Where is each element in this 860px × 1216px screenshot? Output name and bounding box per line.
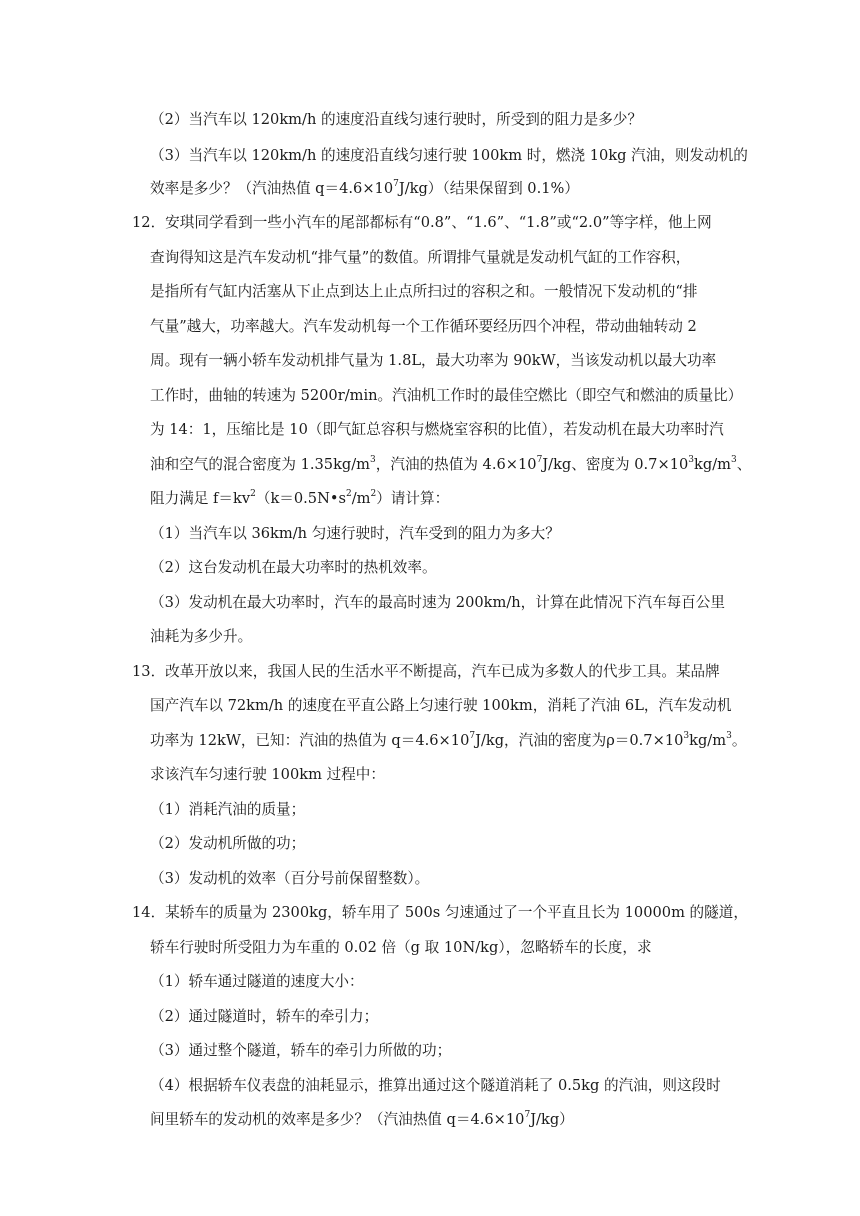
q12-subquestion-3: （3）发动机在最大功率时，汽车的最高时速为 200km/h，计算在此情况下汽车每百公里: [150, 594, 725, 611]
q14-line-1: 14．某轿车的质量为 2300kg，轿车用了 500s 匀速通过了一个平直且长为 10000m 的隧道，: [132, 904, 748, 921]
q13-line-2: 国产汽车以 72km/h 的速度在平直公路上匀速行驶 100km，消耗了汽油 6L，汽车发动机: [150, 697, 732, 714]
q12-line-5: 周。现有一辆小轿车发动机排气量为 1.8L，最大功率为 90kW，当该发动机以最大功率: [150, 352, 717, 369]
q12-line-3: 是指所有气缸内活塞从下止点到达上止点所扫过的容积之和。一般情况下发动机的“排: [150, 283, 698, 300]
q12-line-1: 12．安琪同学看到一些小汽车的尾部都标有“0.8”、“1.6”、“1.8”或“2.0”等字样，他上网: [132, 214, 712, 231]
q14-subquestion-3: （3）通过整个隧道，轿车的牵引力所做的功；: [150, 1042, 452, 1059]
q12-subquestion-2: （2）这台发动机在最大功率时的热机效率。: [150, 559, 437, 576]
q13-line-4: 求该汽车匀速行驶 100km 过程中：: [150, 766, 385, 783]
q12-subquestion-3-cont: 油耗为多少升。: [150, 628, 253, 645]
q11-subquestion-3: （3）当汽车以 120km/h 的速度沿直线匀速行驶 100km 时，燃浇 10kg 汽油，则发动机的: [150, 147, 748, 164]
q12-line-9: 阻力满足 $f=kv^2(k=0.5N•s^2/m^2)$请计算：: [150, 489, 450, 507]
q11-subquestion-2: （2）当汽车以 120km/h 的速度沿直线匀速行驶时，所受到的阻力是多少？: [150, 111, 643, 128]
q13-line-3: 功率为 12kW，已知：汽油的热值为 $q=4.6\times 10^7J/kg$，汽油的密度为$\rho=0.7\times 10^3kg/m^3$。: [150, 731, 747, 749]
question-number: 12．: [132, 214, 166, 231]
q12-line-8: 油和空气的混合密度为 $1.35kg/m^3$，汽油的热值为 $4.6\times 10^7J/kg$、密度为 $0.7\times 10^3kg/m^3$、: [150, 455, 752, 473]
q13-subquestion-1: （1）消耗汽油的质量；: [150, 801, 306, 818]
q14-subquestion-4: （4）根据轿车仪表盘的油耗显示，推算出通过这个隧道消耗了 0.5kg 的汽油，则这段时: [150, 1077, 721, 1094]
q12-line-7: 为 14：1，压缩比是 10（即气缸总容积与燃烧室容积的比值），若发动机在最大功率时汽: [150, 421, 724, 438]
q14-subquestion-1: （1）轿车通过隧道的速度大小：: [150, 973, 364, 990]
q11-subquestion-3-cont: 效率是多少？（汽油热值 $q=4.6\times 10^7J/kg$）（结果保留到 0.1%）: [150, 179, 579, 197]
q12-line-4: 气量”越大，功率越大。汽车发动机每一个工作循环要经历四个冲程，带动曲轴转动 2: [150, 318, 697, 335]
question-number: 13．: [132, 663, 166, 680]
q12-line-6: 工作时，曲轴的转速为 5200r/min。汽油机工作时的最佳空燃比（即空气和燃油的质量比）: [150, 387, 743, 404]
q14-subquestion-4-cont: 间里轿车的发动机的效率是多少？（汽油热值 $q=4.6\times 10^7J/kg$）: [150, 1110, 574, 1128]
q13-subquestion-2: （2）发动机所做的功；: [150, 835, 306, 852]
q14-subquestion-2: （2）通过隧道时，轿车的牵引力；: [150, 1008, 379, 1025]
q14-line-2: 轿车行驶时所受阻力为车重的 0.02 倍（g 取 10N/kg），忽略轿车的长度，求: [150, 939, 652, 956]
question-number: 14．: [132, 904, 166, 921]
q12-line-2: 查询得知这是汽车发动机“排气量”的数值。所谓排气量就是发动机气缸的工作容积，: [150, 249, 691, 266]
q13-subquestion-3: （3）发动机的效率（百分号前保留整数）。: [150, 870, 430, 887]
q13-line-1: 13．改革开放以来，我国人民的生活水平不断提高，汽车已成为多数人的代步工具。某品牌: [132, 663, 720, 680]
q12-subquestion-1: （1）当汽车以 36km/h 匀速行驶时，汽车受到的阻力为多大？: [150, 525, 560, 542]
